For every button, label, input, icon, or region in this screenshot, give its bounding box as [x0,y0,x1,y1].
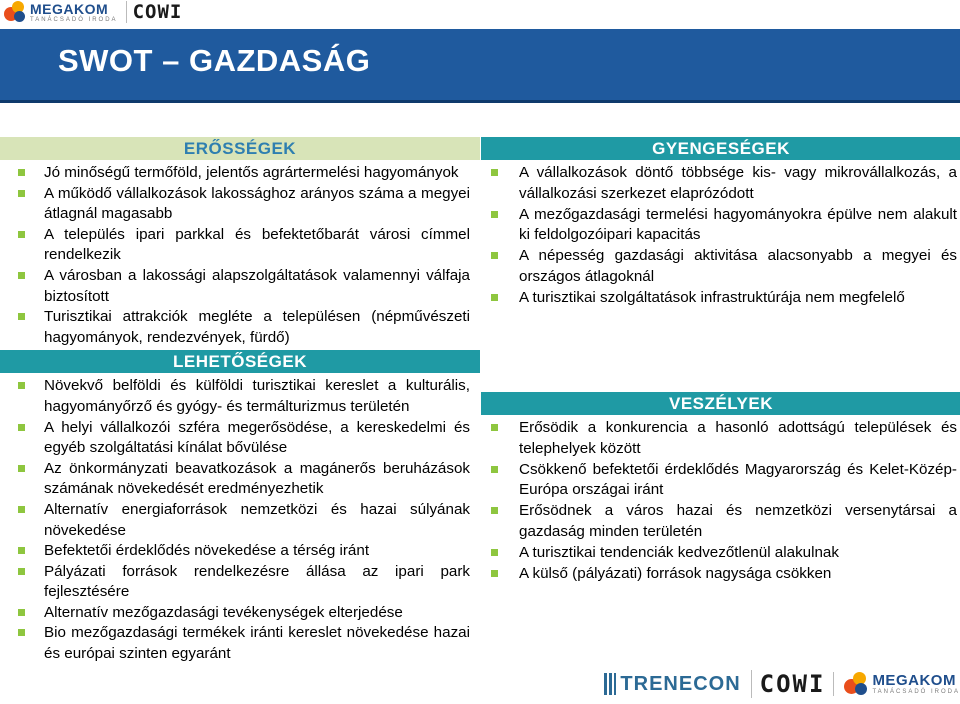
bullet-icon [489,163,519,205]
footer-cowi-logo: COWI [751,670,826,698]
list-item: A helyi vállalkozói szféra megerősödése, a kereskedelmi és egyéb szolgáltatási kínálat bővülése [16,418,470,459]
footer-logos [604,664,960,704]
header-logo [0,0,182,24]
list-item: A városban a lakossági alapszolgáltatások valamennyi válfaja biztosított [16,266,470,307]
bullet-icon [16,307,44,348]
list-item: Az önkormányzati beavatkozások a magánerős beruházások számának növekedését eredményezhetik [16,459,470,500]
footer-megakom-name: MEGAKOM [872,672,956,689]
threats-list [481,415,960,584]
weaknesses-quadrant [481,137,960,372]
list-item: A külső (pályázati) források nagysága csökken [489,564,957,585]
strengths-list [0,160,480,348]
megakom-logo-icon [4,1,26,23]
list-item: A turisztikai szolgáltatások infrastruktúrája nem megfelelő [489,288,957,309]
bullet-icon [489,501,519,543]
bullet-icon [16,163,44,184]
bullet-icon [16,266,44,307]
bullet-icon [489,564,519,585]
strengths-quadrant [0,137,480,348]
title-band [0,29,960,103]
bullet-icon [489,418,519,460]
threats-heading: VESZÉLYEK [481,392,960,415]
list-item: Erősödnek a város hazai és nemzetközi versenytársai a gazdaság minden területén [489,501,957,543]
bullet-icon [16,418,44,459]
megakom-logo-icon [844,672,868,696]
title-stripe [0,100,960,103]
logo-name: MEGAKOM [30,0,109,17]
list-item: Befektetői érdeklődés növekedése a térség iránt [16,541,470,562]
list-item: Növekvő belföldi és külföldi turisztikai kereslet a kulturális, hagyományőrző és gyógy- és termálturizmus területén [16,376,470,417]
bullet-icon [489,543,519,564]
bullet-icon [489,205,519,247]
bullet-icon [16,541,44,562]
bullet-icon [16,459,44,500]
list-item: Turisztikai attrakciók megléte a településen (népművészeti hagyományok, rendezvények, fürdő) [16,307,470,348]
list-item: Pályázati források rendelkezésre állása az ipari park fejlesztésére [16,562,470,603]
list-item: A vállalkozások döntő többsége kis- vagy mikrovállalkozás, a vállalkozási szerkezet elaprózódott [489,163,957,205]
bullet-icon [489,460,519,502]
bullet-icon [16,603,44,624]
list-item: Erősödik a konkurencia a hasonló adottságú települések és telephelyek között [489,418,957,460]
opportunities-heading: LEHETŐSÉGEK [0,350,480,373]
list-item: Alternatív mezőgazdasági tevékenységek elterjedése [16,603,470,624]
list-item: Csökkenő befektetői érdeklődés Magyarország és Kelet-Közép-Európa országai iránt [489,460,957,502]
logo-subtitle: TANÁCSADÓ IRODA [30,16,118,23]
list-item: Jó minőségű termőföld, jelentős agrártermelési hagyományok [16,163,470,184]
bullet-icon [16,184,44,225]
weaknesses-heading: GYENGESÉGEK [481,137,960,160]
bullet-icon [489,246,519,288]
swot-left-column [0,137,480,665]
bullet-icon [16,500,44,541]
list-item: A turisztikai tendenciák kedvezőtlenül alakulnak [489,543,957,564]
bullet-icon [16,623,44,664]
trenecon-logo [604,673,740,696]
bullet-icon [16,562,44,603]
bullet-icon [489,288,519,309]
cowi-logo: COWI [126,1,183,23]
opportunities-quadrant [0,350,480,664]
strengths-heading: ERŐSSÉGEK [0,137,480,160]
weaknesses-list [481,160,960,372]
trenecon-name: TRENECON [620,672,741,695]
list-item: A népesség gazdasági aktivitása alacsonyabb a megyei és országos átlagoknál [489,246,957,288]
footer-megakom-logo [833,672,960,696]
bullet-icon [16,376,44,417]
threats-quadrant [481,392,960,584]
bullet-icon [16,225,44,266]
footer-megakom-subtitle: TANÁCSADÓ IRODA [872,689,960,695]
swot-right-column [481,137,960,584]
page-title: SWOT – GAZDASÁG [58,43,371,78]
list-item: A működő vállalkozások lakossághoz arányos száma a megyei átlagnál magasabb [16,184,470,225]
list-item: A település ipari parkkal és befektetőbarát városi címmel rendelkezik [16,225,470,266]
list-item: A mezőgazdasági termelési hagyományokra épülve nem alakult ki feldolgozóipari kapacitás [489,205,957,247]
list-item: Alternatív energiaforrások nemzetközi és hazai súlyának növekedése [16,500,470,541]
list-item: Bio mezőgazdasági termékek iránti kereslet növekedése hazai és európai szinten egyaránt [16,623,470,664]
opportunities-list [0,373,480,664]
trenecon-mark-icon [604,673,616,695]
